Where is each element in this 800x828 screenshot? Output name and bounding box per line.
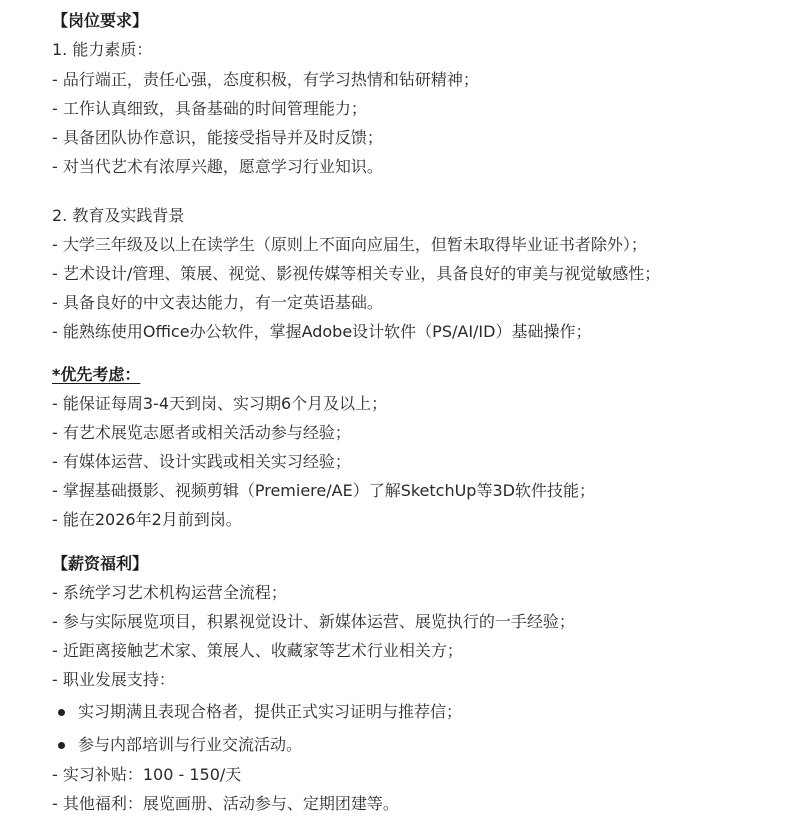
list-item: - 能保证每周3-4天到岗、实习期6个月及以上； [52, 394, 388, 413]
bullet-text: 实习期满且表现合格者，提供正式实习证明与推荐信； [78, 702, 463, 721]
list-item: - 大学三年级及以上在读学生（原则上不面向应届生，但暂未取得毕业证书者除外）； [52, 235, 647, 254]
bullet-item [52, 702, 462, 722]
list-item: - 品行端正，责任心强，态度积极，有学习热情和钻研精神； [52, 70, 479, 89]
list-item: - 工作认真细致，具备基础的时间管理能力； [52, 99, 367, 118]
list-item: - 具备良好的中文表达能力，有一定英语基础。 [52, 293, 383, 312]
list-item: - 系统学习艺术机构运营全流程； [52, 583, 287, 602]
list-item: - 具备团队协作意识，能接受指导并及时反馈； [52, 128, 383, 147]
list-item: - 有艺术展览志愿者或相关活动参与经验； [52, 423, 351, 442]
list-item: - 对当代艺术有浓厚兴趣，愿意学习行业知识。 [52, 157, 383, 176]
list-item: - 能熟练使用Office办公软件，掌握Adobe设计软件（PS/AI/ID）基础操作； [52, 322, 592, 341]
bullet-dot-icon [58, 742, 65, 749]
bullet-item [52, 735, 302, 755]
list-item: - 实习补贴：100 - 150/天 [52, 765, 242, 784]
list-item: - 其他福利：展览画册、活动参与、定期团建等。 [52, 794, 399, 813]
list-item: - 近距离接触艺术家、策展人、收藏家等艺术行业相关方； [52, 641, 463, 660]
bullet-text: 参与内部培训与行业交流活动。 [78, 735, 303, 754]
list-item: - 职业发展支持： [52, 670, 175, 689]
section-title-priority: *优先考虑： [52, 365, 141, 384]
list-item: - 有媒体运营、设计实践或相关实习经验； [52, 452, 351, 471]
list-item: - 掌握基础摄影、视频剪辑（Premiere/AE）了解SketchUp等3D软件技能； [52, 481, 595, 500]
bullet-dot-icon [58, 709, 65, 716]
list-item: - 艺术设计/管理、策展、视觉、影视传媒等相关专业，具备良好的审美与视觉敏感性； [52, 264, 661, 283]
subsection-title-education: 2. 教育及实践背景 [52, 206, 185, 225]
section-header-requirements: 【岗位要求】 [52, 11, 149, 30]
section-header-benefits: 【薪资福利】 [52, 554, 149, 573]
list-item: - 能在2026年2月前到岗。 [52, 510, 242, 529]
subsection-title-ability: 1. 能力素质： [52, 40, 153, 59]
list-item: - 参与实际展览项目，积累视觉设计、新媒体运营、展览执行的一手经验； [52, 612, 575, 631]
